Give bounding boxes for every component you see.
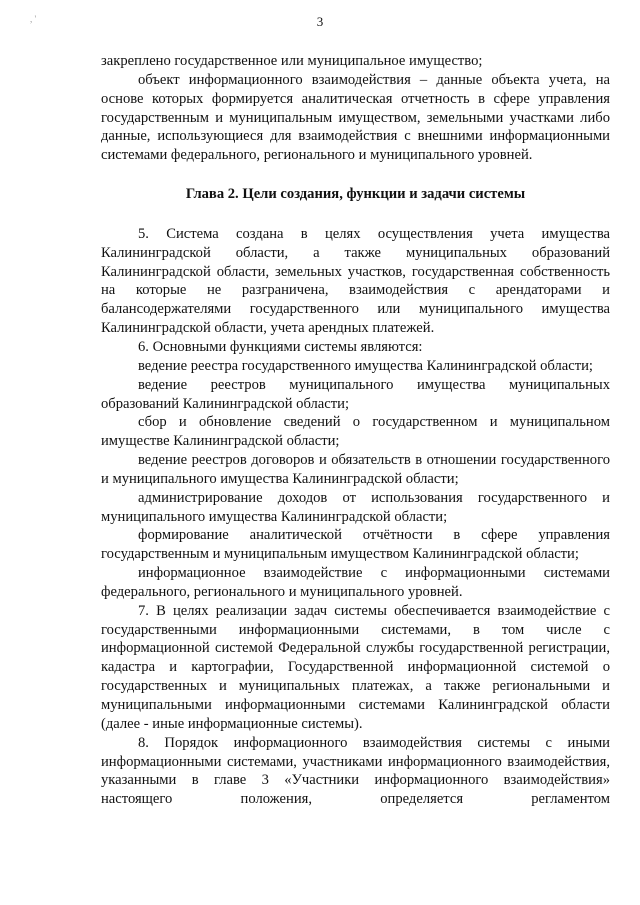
scan-artifact-mark: , ': [30, 14, 37, 24]
paragraph: ведение реестра государственного имущества Калининградской области;: [138, 357, 593, 374]
paragraph: 8. Порядок информационного взаимодействия системы с иными информационными системами, участниками информационного взаимодействия, указанными в главе 3 «Участники информационного взаимодействия» настоящего положения, определяется регламентом: [101, 734, 610, 808]
paragraph: сбор и обновление сведений о государственном и муниципальном имуществе Калининградской области;: [101, 414, 610, 450]
paragraph: ведение реестров договоров и обязательств в отношении государственного и муниципального имущества Калининградской области;: [101, 452, 610, 487]
paragraph: формирование аналитической отчётности в сфере управления государственным и муниципальным имуществом Калининградской области;: [101, 527, 610, 563]
paragraph: ведение реестров муниципального имущества муниципальных образований Калининградской области;: [101, 376, 610, 412]
paragraphs-before-heading: [101, 52, 610, 165]
document-body: [101, 52, 610, 809]
paragraphs-after-heading: [101, 225, 610, 809]
paragraph: 6. Основными функциями системы являются:: [138, 338, 423, 355]
paragraph: 5. Система создана в целях осуществления учета имущества Калининградской области, а также муниципальных образований Калининградской области, земельных участков, государственная собственность на которые не разграничена, взаимодействия с арендаторами и балансодержателями государственного или муниципального имущества Калининградской области, учета арендных платежей.: [101, 225, 610, 337]
paragraph: администрирование доходов от использования государственного и муниципального имущества Калининградской области;: [101, 489, 610, 525]
paragraph: закреплено государственное или муниципальное имущество;: [101, 53, 483, 69]
paragraph: 7. В целях реализации задач системы обеспечивается взаимодействие с государственными информационными системами, в том числе с информационной системой Федеральной службы государственной регистрации, кадастра и картографии, Государственной информационной системой о государственных и муниципальных платежах, а также региональными и муниципальными информационными системами Калининградской области (далее - иные информационные системы).: [101, 602, 610, 732]
chapter-heading: Глава 2. Цели создания, функции и задачи системы: [185, 186, 526, 203]
paragraph: информационное взаимодействие с информационными системами федерального, регионального и муниципального уровней.: [101, 565, 610, 600]
page-number: 3: [316, 14, 324, 29]
paragraph: объект информационного взаимодействия – данные объекта учета, на основе которых формируется аналитическая отчетность в сфере управления государственным и муниципальным имуществом, земельными участками либо данные, использующиеся для взаимодействия с внешними информационными системами федерального, регионального и муниципального уровней.: [101, 71, 610, 164]
